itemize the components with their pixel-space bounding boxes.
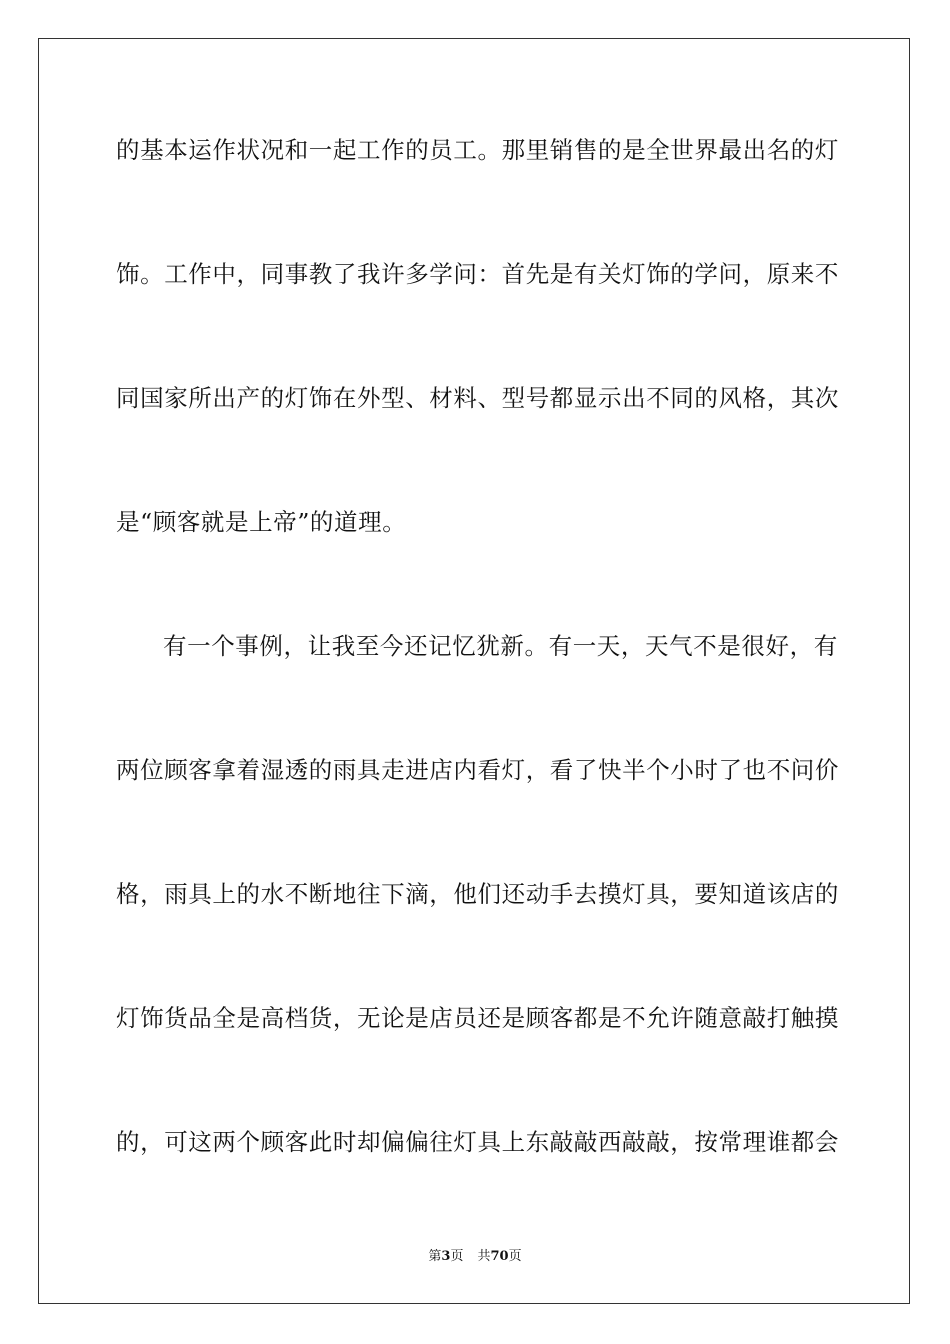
- body-text-line: 饰。工作中，同事教了我许多学问：首先是有关灯饰的学问，原来不: [116, 260, 839, 288]
- paragraph-first-line: 有一个事例，让我至今还记忆犹新。有一天，天气不是很好，有: [163, 632, 838, 660]
- body-text-line: 的，可这两个顾客此时却偏偏往灯具上东敲敲西敲敲，按常理谁都会: [116, 1128, 839, 1156]
- body-text-line: 灯饰货品全是高档货，无论是店员还是顾客都是不允许随意敲打触摸: [116, 1004, 839, 1032]
- body-text-line: 是“顾客就是上帝”的道理。: [116, 508, 407, 536]
- page-border: [38, 38, 910, 1304]
- body-text-line: 同国家所出产的灯饰在外型、材料、型号都显示出不同的风格，其次: [116, 384, 839, 412]
- total-label-suffix: 页: [508, 1249, 522, 1264]
- page-footer: [0, 1249, 950, 1265]
- body-text-line: 格，雨具上的水不断地往下滴，他们还动手去摸灯具，要知道该店的: [116, 880, 839, 908]
- total-pages: 70: [490, 1249, 509, 1264]
- page-label-prefix: 第: [428, 1249, 442, 1264]
- page-label-suffix: 页: [450, 1249, 464, 1264]
- page-number: 3: [441, 1249, 451, 1264]
- body-text-line: 的基本运作状况和一起工作的员工。那里销售的是全世界最出名的灯: [116, 136, 839, 164]
- body-text-line: 两位顾客拿着湿透的雨具走进店内看灯，看了快半个小时了也不问价: [116, 756, 839, 784]
- total-label-prefix: 共: [477, 1249, 491, 1264]
